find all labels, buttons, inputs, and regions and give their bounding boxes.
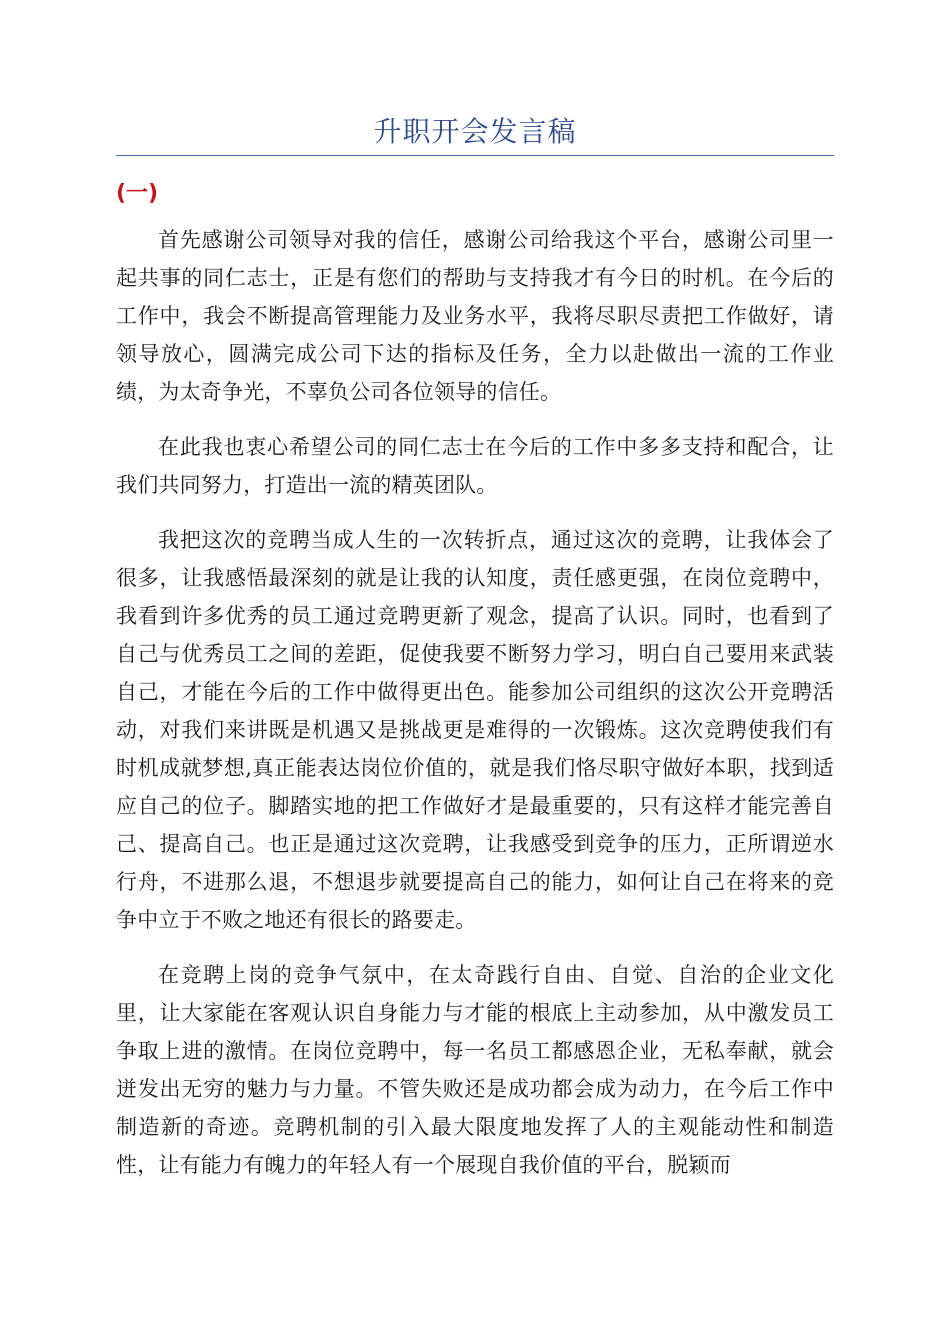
section-label: (一) [116,181,159,206]
title-underline-divider [116,155,834,156]
paragraph-4: 在竞聘上岗的竞争气氛中，在太奇践行自由、自觉、自治的企业文化里，让大家能在客观认识自身能力与才能的根底上主动参加，从中激发员工争取上进的激情。在岗位竞聘中，每一名员工都感恩企业，无私奉献，就会迸发出无穷的魅力与力量。不管失败还是成功都会成为动力，在今后工作中制造新的奇迹。竞聘机制的引入最大限度地发挥了人的主观能动性和制造性，让有能力有魄力的年轻人有一个展现自我价值的平台，脱颖而 [116,963,834,1177]
body-text [116,221,834,1201]
page-title: 升职开会发言稿 [373,115,577,148]
paragraph-3: 我把这次的竞聘当成人生的一次转折点，通过这次的竞聘，让我体会了很多，让我感悟最深刻的就是让我的认知度，责任感更强，在岗位竞聘中，我看到许多优秀的员工通过竞聘更新了观念，提高了认识。同时，也看到了自己与优秀员工之间的差距，促使我要不断努力学习，明白自己要用来武装自己，才能在今后的工作中做得更出色。能参加公司组织的这次公开竞聘活动，对我们来讲既是机遇又是挑战更是难得的一次锻炼。这次竞聘使我们有时机成就梦想,真正能表达岗位价值的，就是我们恪尽职守做好本职，找到适应自己的位子。脚踏实地的把工作做好才是最重要的，只有这样才能完善自己、提高自己。也正是通过这次竞聘，让我感受到竞争的压力，正所谓逆水行舟，不进那么退，不想退步就要提高自己的能力，如何让自己在将来的竞争中立于不败之地还有很长的路要走。 [116,528,834,932]
paragraph-1: 首先感谢公司领导对我的信任，感谢公司给我这个平台，感谢公司里一起共事的同仁志士，正是有您们的帮助与支持我才有今日的时机。在今后的工作中，我会不断提高管理能力及业务水平，我将尽职尽责把工作做好，请领导放心，圆满完成公司下达的指标及任务，全力以赴做出一流的工作业绩，为太奇争光，不辜负公司各位领导的信任。 [116,228,834,404]
paragraph-2: 在此我也衷心希望公司的同仁志士在今后的工作中多多支持和配合，让我们共同努力，打造出一流的精英团队。 [116,435,834,497]
